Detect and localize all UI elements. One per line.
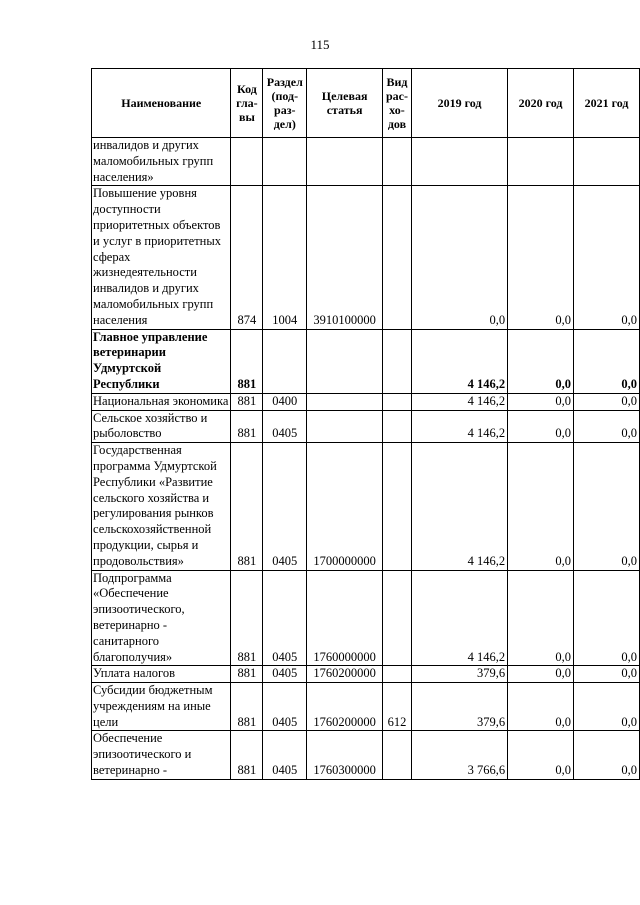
cell-name: Сельское хозяйство и рыболовство (92, 410, 231, 443)
header-row (92, 69, 640, 138)
cell-code: 881 (231, 329, 263, 393)
cell-name: Уплата налогов (92, 666, 231, 683)
cell-name: Главное управление ветеринарии Удмуртской Республики (92, 329, 231, 393)
cell-y2020: 0,0 (508, 570, 574, 666)
cell-y2021: 0,0 (574, 186, 640, 329)
cell-target (307, 329, 383, 393)
cell-expense: 612 (382, 683, 411, 731)
cell-section: 0405 (263, 410, 307, 443)
cell-name: Обеспечение эпизоотического и ветеринарно - (92, 731, 231, 779)
cell-y2019: 4 146,2 (411, 329, 507, 393)
budget-table (91, 68, 640, 780)
cell-y2019: 4 146,2 (411, 393, 507, 410)
header-target: Целевая статья (307, 69, 383, 138)
header-2019: 2019 год (411, 69, 507, 138)
cell-name: Повышение уровня доступности приоритетных объектов и услуг в приоритетных сферах жизнедеятельности инвалидов и других маломобильных групп населения (92, 186, 231, 329)
header-2020: 2020 год (508, 69, 574, 138)
page-number: 115 (310, 37, 330, 52)
table-row (92, 186, 640, 329)
cell-expense (382, 393, 411, 410)
cell-code: 881 (231, 570, 263, 666)
cell-y2020: 0,0 (508, 666, 574, 683)
cell-name: инвалидов и других маломобильных групп населения» (92, 138, 231, 186)
cell-section: 0405 (263, 570, 307, 666)
cell-y2019 (411, 138, 507, 186)
cell-code: 881 (231, 410, 263, 443)
table-row (92, 410, 640, 443)
cell-y2019: 379,6 (411, 666, 507, 683)
cell-expense (382, 186, 411, 329)
cell-y2020: 0,0 (508, 329, 574, 393)
table-row (92, 329, 640, 393)
cell-section (263, 329, 307, 393)
cell-target: 3910100000 (307, 186, 383, 329)
table-body (92, 138, 640, 780)
header-section: Раздел (под-раз-дел) (263, 69, 307, 138)
cell-code: 881 (231, 683, 263, 731)
cell-y2020: 0,0 (508, 731, 574, 779)
cell-section: 0400 (263, 393, 307, 410)
cell-target: 1760200000 (307, 683, 383, 731)
cell-target: 1760300000 (307, 731, 383, 779)
cell-y2020: 0,0 (508, 683, 574, 731)
table-row (92, 666, 640, 683)
cell-target: 1700000000 (307, 443, 383, 570)
cell-target: 1760000000 (307, 570, 383, 666)
cell-name: Субсидии бюджетным учреждениям на иные цели (92, 683, 231, 731)
cell-code: 881 (231, 443, 263, 570)
cell-y2020: 0,0 (508, 410, 574, 443)
cell-target (307, 410, 383, 443)
cell-y2021: 0,0 (574, 683, 640, 731)
cell-y2021: 0,0 (574, 666, 640, 683)
header-code: Код гла-вы (231, 69, 263, 138)
cell-name: Подпрограмма «Обеспечение эпизоотического, ветеринарно - санитарного благополучия» (92, 570, 231, 666)
header-2021: 2021 год (574, 69, 640, 138)
cell-y2021: 0,0 (574, 731, 640, 779)
cell-y2019: 4 146,2 (411, 410, 507, 443)
header-expense: Вид рас-хо-дов (382, 69, 411, 138)
cell-section: 0405 (263, 731, 307, 779)
cell-y2019: 0,0 (411, 186, 507, 329)
cell-expense (382, 410, 411, 443)
cell-section: 0405 (263, 666, 307, 683)
cell-y2021: 0,0 (574, 393, 640, 410)
cell-y2021: 0,0 (574, 443, 640, 570)
cell-y2019: 4 146,2 (411, 570, 507, 666)
cell-section: 1004 (263, 186, 307, 329)
cell-y2019: 4 146,2 (411, 443, 507, 570)
cell-target (307, 393, 383, 410)
cell-code (231, 138, 263, 186)
cell-expense (382, 666, 411, 683)
cell-expense (382, 329, 411, 393)
cell-y2020 (508, 138, 574, 186)
cell-y2020: 0,0 (508, 443, 574, 570)
table-row (92, 731, 640, 779)
cell-name: Национальная экономика (92, 393, 231, 410)
cell-y2021: 0,0 (574, 410, 640, 443)
cell-expense (382, 138, 411, 186)
cell-code: 874 (231, 186, 263, 329)
cell-section: 0405 (263, 443, 307, 570)
cell-code: 881 (231, 666, 263, 683)
cell-code: 881 (231, 731, 263, 779)
table-row (92, 570, 640, 666)
cell-expense (382, 443, 411, 570)
cell-y2020: 0,0 (508, 393, 574, 410)
table-row (92, 393, 640, 410)
cell-y2019: 3 766,6 (411, 731, 507, 779)
cell-name: Государственная программа Удмуртской Республики «Развитие сельского хозяйства и регулирования рынков сельскохозяйственной продукции, сырья и продовольствия» (92, 443, 231, 570)
cell-y2019: 379,6 (411, 683, 507, 731)
cell-y2020: 0,0 (508, 186, 574, 329)
cell-expense (382, 570, 411, 666)
cell-expense (382, 731, 411, 779)
table-row (92, 443, 640, 570)
cell-code: 881 (231, 393, 263, 410)
cell-target: 1760200000 (307, 666, 383, 683)
cell-y2021 (574, 138, 640, 186)
cell-y2021: 0,0 (574, 329, 640, 393)
cell-section: 0405 (263, 683, 307, 731)
table-row (92, 683, 640, 731)
table-row (92, 138, 640, 186)
cell-target (307, 138, 383, 186)
cell-section (263, 138, 307, 186)
cell-y2021: 0,0 (574, 570, 640, 666)
header-name: Наименование (92, 69, 231, 138)
